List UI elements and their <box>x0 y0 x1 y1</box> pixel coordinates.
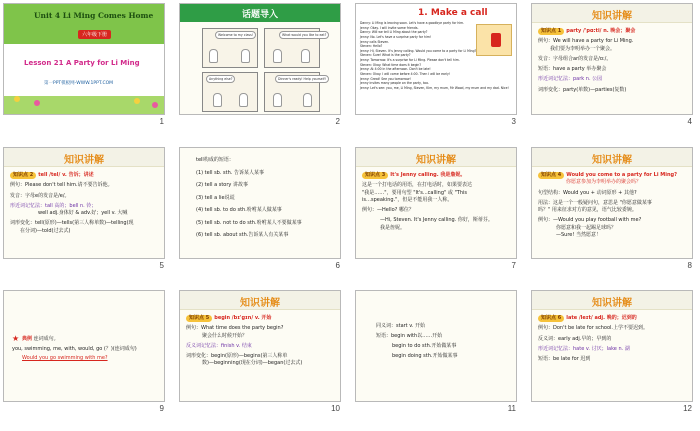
body-line: 发音：字母e的发音是/e/。 <box>10 192 70 199</box>
body-line: 反义词记忆法：finish v. 结束 <box>186 342 252 349</box>
body-line: is…speaking."，但是不能用我一人称。 <box>362 196 453 203</box>
knowledge-point-badge: 知识点 5 <box>186 315 212 322</box>
slide-body <box>12 335 137 364</box>
unit-title: Unit 4 Li Ming Comes Home <box>34 11 154 20</box>
slide-body <box>362 172 512 232</box>
slide-title: 知识讲解 <box>592 11 632 22</box>
body-line: 词形变化：party(单数)—parties(复数) <box>538 86 627 93</box>
knowledge-point-badge: 知识点 6 <box>538 315 564 322</box>
speech-bubble: What would you like to eat? <box>279 31 329 39</box>
slide-number: 8 <box>687 261 692 270</box>
slide-number: 4 <box>687 117 692 126</box>
knowledge-point-heading: late /leɪt/ adj. 晚的；迟到的 <box>566 315 637 321</box>
slide-canvas <box>531 3 693 115</box>
slide-thumbnail-4[interactable] <box>531 3 693 131</box>
dialogue-line: Jenny calls Steven. <box>360 39 390 44</box>
comic-panel <box>202 28 258 68</box>
dialogue-line: Jenny: Okay. I will invite some friends. <box>360 25 419 30</box>
bunny-figure <box>273 49 282 63</box>
slide-title: 话题导入 <box>241 10 278 20</box>
slide-heading: tell构成的短语： <box>196 157 234 163</box>
ppt-site-label: 第一PPT模板网-WWW.1PPT.COM <box>44 81 114 86</box>
slide-thumbnail-9[interactable] <box>3 290 165 418</box>
dialogue-text <box>360 21 509 91</box>
body-line: 用法：这是一个一般疑问句，意思是 "你愿意做某事 <box>538 199 652 206</box>
slide-title: 1. Make a call <box>418 8 488 18</box>
knowledge-point-badge: 知识点 1 <box>538 28 564 35</box>
slide-canvas <box>531 290 693 402</box>
slide-body <box>196 156 336 241</box>
slide-canvas <box>179 290 341 402</box>
bunny-figure <box>301 49 310 63</box>
body-line: 发音：字母组合ar的发音是/ɑ:/。 <box>538 55 612 62</box>
dialogue-line: Jenny: Great! See you tomorrow! <box>360 76 411 81</box>
dialogue-line: Jenny: Tomorrow. It's a surprise for Li Ming. Please don't tell him. <box>360 58 460 63</box>
dialogue-line: Jenny: Hi, Steven. It's Jenny calling. Would you come to a party for Li Ming? <box>360 48 477 53</box>
knowledge-point-heading: It's Jenny calling. 我是詹妮。 <box>390 172 466 178</box>
slide-number: 7 <box>511 261 516 270</box>
slide-thumbnail-8[interactable] <box>531 147 693 275</box>
body-line: 形近词记忆法：park n. 公园 <box>538 76 603 83</box>
body-line: "我是……"，要用句型 "It's...calling" 或 "This <box>362 189 467 196</box>
slide-title: 知识讲解 <box>64 155 104 166</box>
body-line: 词形变化：begin(原形)—begins(第三人称单 <box>186 353 288 359</box>
slide-canvas <box>3 290 165 402</box>
phrase-line: (2) tell a story 讲故事 <box>196 182 248 188</box>
knowledge-point-heading: Would you come to a party for Li Ming? <box>566 172 678 178</box>
body-line: begin to do sth.开始做某事 <box>392 343 457 349</box>
grass-decoration <box>4 96 164 114</box>
comic-panel <box>202 72 258 112</box>
dialogue-line: Jenny: Let's see: you, me, Li Ming, Steven, Kim, my mum, Mr Wood, my mum and my dad. Nice! <box>360 85 509 90</box>
dialogue-line: Jenny: No. Let's have a surprise party for him! <box>360 34 432 39</box>
slide-body <box>376 321 457 361</box>
body-line: 例句：—Would you play football with me? <box>538 217 642 224</box>
exercise-words: you, swimming, me, with, would, go (？)(连词成句) <box>12 345 137 352</box>
grade-tag: 六年级下册 <box>78 30 111 39</box>
dialogue-line: Danny: Li Ming is leaving soon. Let's have a goodbye party for him. <box>360 21 465 25</box>
dialogue-line: Jenny: At 4:00 in the afternoon. Don't be late! <box>360 67 431 72</box>
slide-thumbnail-7[interactable] <box>355 147 517 275</box>
knowledge-point-badge: 知识点 2 <box>10 172 36 179</box>
phrase-line: (5) tell sb. not to do sth.吩咐某人不要做某事 <box>196 219 302 226</box>
knowledge-point-heading: party /'pɑ:ti/ n. 晚会；聚会 <box>566 28 636 34</box>
flower-icon <box>14 96 20 102</box>
body-line: 短语：be late for 迟到 <box>538 356 591 362</box>
slide-thumbnail-3[interactable] <box>355 3 517 131</box>
body-line: 短语：have a party 举办聚会 <box>538 66 607 72</box>
bunny-figure <box>239 93 248 107</box>
slide-canvas <box>3 147 165 259</box>
slide-title: 知识讲解 <box>416 155 456 166</box>
slide-canvas <box>3 3 165 115</box>
exercise-instruction: 连词成句。 <box>33 336 59 342</box>
body-line: 例句：Don't be late for school.上学不要迟到。 <box>538 325 649 332</box>
comic-panel <box>264 28 327 68</box>
dialogue-line: Steven: Okay. I will come before 4:00. Then I will be early! <box>360 72 451 77</box>
comic-panel <box>264 72 326 112</box>
slide-number: 5 <box>159 261 164 270</box>
slide-number: 10 <box>331 404 340 413</box>
bunny-figure <box>213 93 222 107</box>
body-line: 我们要为李明举办一个聚会。 <box>550 45 616 52</box>
flower-icon <box>134 98 140 104</box>
flower-icon <box>34 100 40 106</box>
dialogue-line: Danny: Will we tell Li Ming about the party? <box>360 30 428 35</box>
body-line: 例句：We will have a party for Li Ming. <box>538 38 634 45</box>
body-line: 句型结构：Would you + 动词原形 + 其他? <box>538 189 637 196</box>
slide-thumbnail-10[interactable] <box>179 290 341 418</box>
body-line: 聚会什么时候开始？ <box>202 332 248 339</box>
slide-thumbnail-11[interactable] <box>355 290 517 418</box>
slide-canvas <box>355 147 517 259</box>
body-line: 同义词：start v. 开始 <box>376 323 425 329</box>
slide-title: 知识讲解 <box>240 298 280 309</box>
slide-body <box>538 315 688 363</box>
dialogue-line: Steven: Sure! What is the party? <box>360 53 411 58</box>
slide-canvas <box>179 147 341 259</box>
slide-canvas <box>531 147 693 259</box>
body-line: begin doing sth.开始做某事 <box>392 353 458 359</box>
slide-number: 11 <box>507 404 516 413</box>
slide-body <box>10 172 160 235</box>
body-line: 短语：begin with以……开始 <box>376 333 443 339</box>
flower-icon <box>152 102 158 108</box>
slide-canvas <box>355 290 517 402</box>
slide-number: 1 <box>159 117 164 126</box>
body-line: 例句：—Hello? 哪位？ <box>362 207 414 213</box>
body-line: 在分词)—told(过去式) <box>20 227 71 234</box>
bunny-figure <box>209 49 218 63</box>
body-line: 吗？" 用来征求对方的意见，语气比较委婉。 <box>538 207 637 213</box>
slide-canvas <box>179 3 341 115</box>
knowledge-point-heading: tell /tel/ v. 告诉；讲述 <box>38 172 94 178</box>
slide-number: 3 <box>511 117 516 126</box>
slide-thumbnail-12[interactable] <box>531 290 693 418</box>
example-tag: 典例 <box>22 336 33 342</box>
speech-bubble: Welcome to my class! <box>215 31 256 39</box>
phone-icon <box>491 33 501 47</box>
body-line: —Sure! 当然愿意！ <box>556 231 601 238</box>
phone-illustration <box>476 24 512 56</box>
body-line: 例句：What time does the party begin? <box>186 325 284 332</box>
body-line: —Hi, Steven. It's Jenny calling. 你好，斯蒂芬。 <box>380 217 493 224</box>
slide-number: 6 <box>335 261 340 270</box>
dialogue-line: Steven: Okay. What time does it begin? <box>360 62 422 67</box>
exercise-answer: Would you go swimming with me? <box>22 355 108 361</box>
star-icon: ★ <box>12 334 20 343</box>
slide-thumbnail-1[interactable] <box>3 3 165 131</box>
phrase-line: (6) tell sb. about sth.告诉某人有关某事 <box>196 232 289 238</box>
dialogue-line: Jenny invites many people on the party, too. <box>360 81 429 86</box>
slide-thumbnail-6[interactable] <box>179 147 341 275</box>
slide-number: 2 <box>335 117 340 126</box>
body-line: 形近词记忆法：tall 高的；bell n. 铃； <box>10 202 97 209</box>
phrase-line: (4) tell sb. to do sth.吩咐某人做某事 <box>196 207 282 213</box>
slide-title: 知识讲解 <box>592 155 632 166</box>
body-line: 词形变化：tell(原形)—tells(第三人称单数)—telling(现 <box>10 220 134 227</box>
body-line: 反义词：early adj.早的；早到的 <box>538 335 612 342</box>
knowledge-point-heading: begin /bɪ'gɪn/ v. 开始 <box>214 315 272 321</box>
phrase-line: (3) tell a lie说谎 <box>196 194 235 201</box>
bunny-figure <box>273 93 282 107</box>
body-line: 数)—beginning(现在分词)—began(过去式) <box>202 360 303 367</box>
slide-number: 12 <box>683 404 692 413</box>
body-line: 这是一个打电话的用语，在打电话时，如果要表达 <box>362 182 473 189</box>
slide-body <box>538 172 688 239</box>
slide-title: 知识讲解 <box>592 298 632 309</box>
speech-bubble: Dinner's ready! Help yourself! <box>275 75 329 83</box>
body-line: 我是詹妮。 <box>380 224 406 231</box>
slide-canvas <box>355 3 517 115</box>
body-line: 你愿意和我一起踢足球吗？ <box>556 224 617 231</box>
speech-bubble: Anything else? <box>206 75 235 83</box>
bunny-figure <box>303 93 312 107</box>
body-line: 形近词记忆法：hate v. 讨厌；lake n. 湖 <box>538 345 630 352</box>
knowledge-point-badge: 知识点 3 <box>362 172 388 179</box>
slide-thumbnail-5[interactable] <box>3 147 165 275</box>
slide-body <box>186 315 336 368</box>
body-line: well adj.身体好 & adv.好；yell v. 大喊 <box>38 210 128 216</box>
slide-thumbnail-2[interactable] <box>179 3 341 131</box>
bunny-figure <box>241 49 250 63</box>
slide-body <box>538 28 688 94</box>
phrase-line: (1) tell sb. sth. 告诉某人某事 <box>196 169 264 176</box>
knowledge-point-subheading: 你愿意参加为李明举办的聚会吗？ <box>566 179 642 186</box>
lesson-title: Lesson 21 A Party for Li Ming <box>24 59 140 67</box>
knowledge-point-badge: 知识点 4 <box>538 172 564 179</box>
slide-number: 9 <box>159 404 164 413</box>
dialogue-line: Steven: Hello? <box>360 44 383 49</box>
body-line: 例句：Please don't tell him.请不要告诉他。 <box>10 182 113 189</box>
